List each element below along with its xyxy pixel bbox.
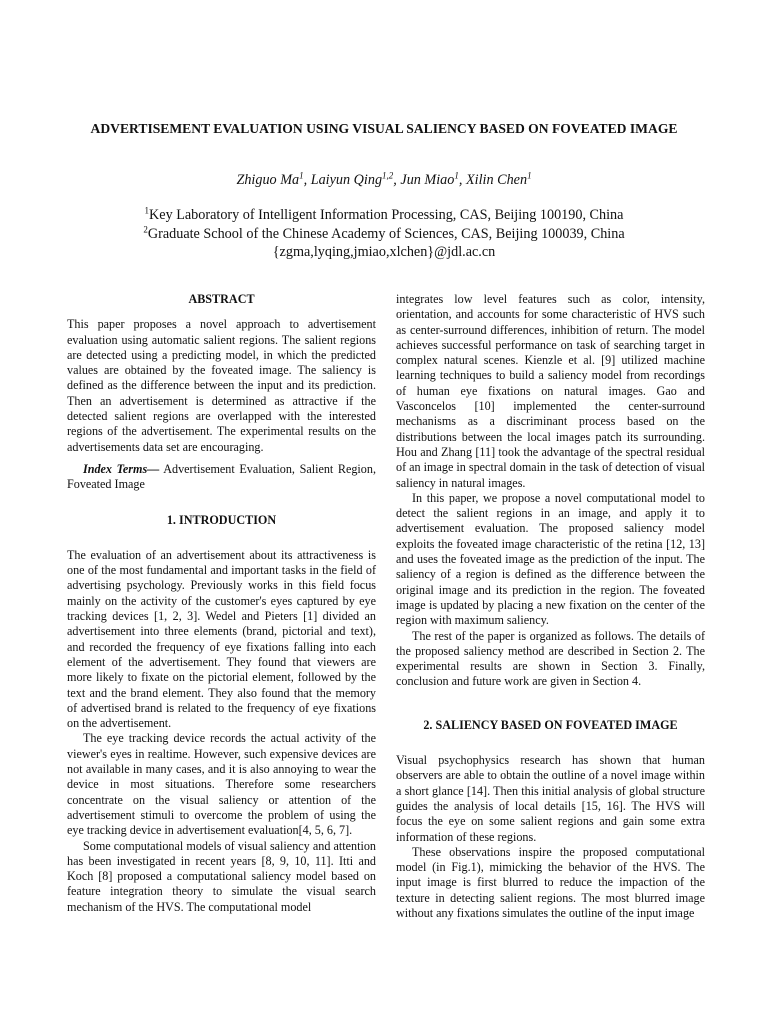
intro-paragraph-5: The rest of the paper is organized as follows. The details of the proposed saliency method are described in Section 2. The experimental results are shown in Section 3. Finally, conclusion and future work are given in Section 4. <box>396 628 705 689</box>
affiliation-2: $^2$Graduate School of the Chinese Academy of Sciences, CAS, Beijing 100039, China <box>143 223 625 242</box>
intro-paragraph-2: The eye tracking device records the actual activity of the viewer's eyes in realtime. However, such expensive devices are not available in many cases, and it is also annoying to wear the device in most situations. Therefore some researchers concentrate on the visual saliency or attention of the advertisement stimuli to overcome the problem of using the eye tracking device in advertisement evaluation[4, 5, 6, 7]. <box>67 731 376 838</box>
intro-paragraph-1: The evaluation of an advertisement about its attractiveness is one of the most fundamental and important tasks in the field of advertising psychology. Previously works in this field focus mainly on the activity of the customer's eyes captured by eye tracking devices [1, 2, 3]. Wedel and Pieters [1] divided an advertisement into three elements (brand, pictorial and text), and recorded the frequency of eye fixations falling into each element of the advertisement. They found that viewers are more likely to fixate on the pictorial element, followed by the text and the brand element. They also found that the memory of advertised brand is related to the frequency of eye fixations on the advertisement. <box>67 547 376 731</box>
author: Jun Miao$^1$, <box>400 170 466 188</box>
author: Laiyun Qing$^{1,2}$, <box>310 170 401 188</box>
author-emails: {zgma,lyqing,jmiao,xlchen}@jdl.ac.cn <box>272 244 496 260</box>
abstract-text: This paper proposes a novel approach to advertisement evaluation using automatic salient regions. The salient regions are detected using a predicting model, in which the predicted values are obtained by the foveated image. The saliency is defined as the difference between the input and its prediction. Then an advertisement is determined as attractive if the detected salient regions are overlapped with the interested regions of the advertisement. The experimental results on the advertisements data set are encouraging. <box>67 317 376 454</box>
intro-paragraph-4: In this paper, we propose a novel computational model to detect the salient regions in an image, and apply it to advertisement evaluation. The proposed saliency model exploits the foveated image characteristic of the retina [12, 13] and uses the foveated image as the prediction of the input. The saliency of a region is defined as the difference between the original image and its prediction in the region. The foveated image is updated by placing a new fixation on the center of the region with maximum saliency. <box>396 490 705 628</box>
affiliations <box>60 206 708 262</box>
paper-title: ADVERTISEMENT EVALUATION USING VISUAL SALIENCY BASED ON FOVEATED IMAGE <box>90 121 678 136</box>
intro-paragraph-3: Some computational models of visual saliency and attention has been investigated in recent years [8, 9, 10, 11]. Itti and Koch [8] proposed a computational saliency model based on feature integration theory to simulate the visual search mechanism of the HVS. The computational model <box>67 838 376 914</box>
introduction-heading: 1. INTRODUCTION <box>166 512 277 527</box>
index-terms <box>67 462 376 493</box>
intro-paragraph-3-continued: integrates low level features such as color, intensity, orientation, and accounts for some characteristic of HVS such as center-surround differences, inhibition of return. The model achieves successful performance on task of searching target in complex natural scenes. Kienzle et al. [9] utilized machine learning techniques to build a saliency model from recordings of human eye fixations on natural images. Gao and Vasconcelos [10] implemented the center-surround mechanisms as a discriminant process based on the distributions between the local images patch its surrounding. Hou and Zhang [11] took the advantage of the spectral residual of an image in spectral domain in the task of detection of visual saliency in natural images. <box>396 292 705 490</box>
section-2-heading: 2. SALIENCY BASED ON FOVEATED IMAGE <box>423 717 678 732</box>
index-terms-text: Advertisement Evaluation, Salient Region, Foveated Image <box>67 461 376 492</box>
left-column <box>67 292 376 915</box>
author: Zhiguo Ma$^1$, <box>236 170 311 188</box>
affiliation-1: $^1$Key Laboratory of Intelligent Information Processing, CAS, Beijing 100190, China <box>144 205 624 223</box>
author: Xilin Chen$^1$ <box>465 170 532 188</box>
abstract-heading: ABSTRACT <box>188 292 255 306</box>
right-column <box>396 292 705 921</box>
author-list <box>60 171 708 189</box>
index-terms-label: Index Terms— <box>83 461 160 476</box>
section-2-paragraph-1: Visual psychophysics research has shown that human observers are able to obtain the outline of a novel image within a short glance [14]. Then this initial analysis of global structure guides the analysis of local details [15, 16]. The HVS will focus the eye on some salient regions and gain some extra information of these regions. <box>396 753 705 844</box>
section-2-paragraph-2: These observations inspire the proposed computational model (in Fig.1), mimicking the behavior of the HVS. The input image is first blurred to reduce the impaction of the texture in detecting salient regions. The most blurred image without any fixations simulates the outline of the input image <box>396 844 705 920</box>
